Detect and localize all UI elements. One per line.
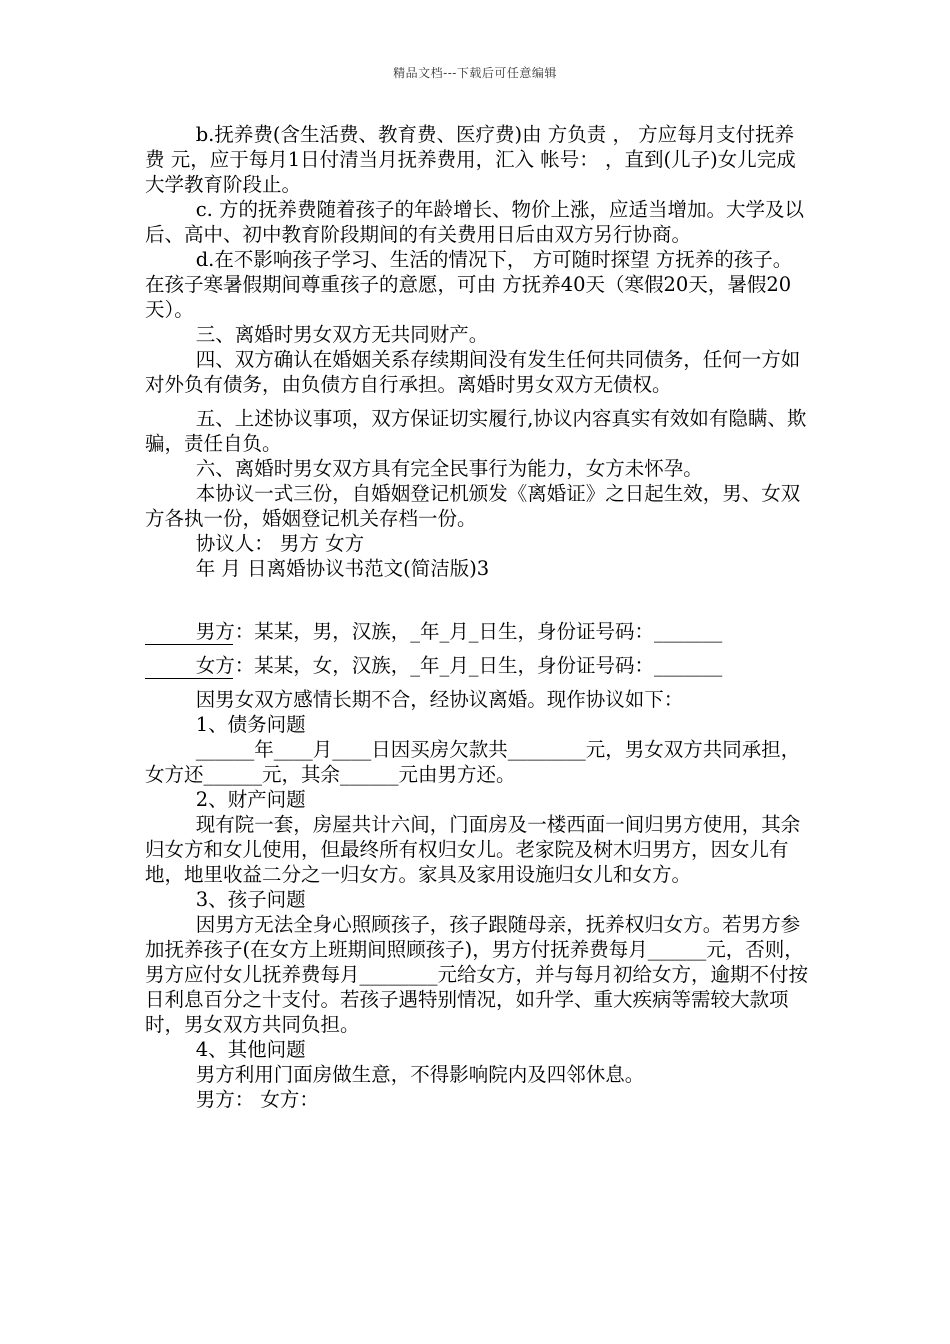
- paragraph-signature-line: 男方： 女方：: [195, 1088, 319, 1111]
- document-body: [145, 122, 810, 1112]
- paragraph-signatories: 协议人： 男方 女方: [195, 532, 365, 555]
- paragraph-intro: 因男女双方感情长期不合，经协议离婚。现作协议如下：: [195, 688, 684, 711]
- heading-property-issue: 2、财产问题: [195, 788, 306, 811]
- paragraph-child-details: 因男方无法全身心照顾孩子，孩子跟随母亲，抚养权归女方。若男方参加抚养孩子(在女方上班期间照顾孩子)，男方付抚养费每月______元，否则，男方应付女儿抚养费每月________元给女方，并与每月初给女方，逾期不付按日利息百分之十支付。若孩子遇特别情况，如升学、重大疾病等需较大款项时，男女双方共同负担。: [145, 913, 809, 1036]
- paragraph-debts: 四、双方确认在婚姻关系存续期间没有发生任何共同债务，任何一方如对外负有债务，由负债方自行承担。离婚时男女双方无债权。: [145, 348, 801, 396]
- paragraph-visitation: d.在不影响孩子学习、生活的情况下， 方可随时探望 方抚养的孩子。在孩子寒暑假期间尊重孩子的意愿，可由 方抚养40天（寒假20天，暑假20天）。: [145, 248, 793, 321]
- paragraph-wife-info: 女方：某某，女，汉族，_年_月_日生，身份证号码：_______: [195, 654, 723, 677]
- paragraph-husband-info: 男方：某某，男，汉族，_年_月_日生，身份证号码：_______: [195, 620, 723, 643]
- page-header: 精品文档---下载后可任意编辑: [393, 66, 557, 80]
- heading-debt-issue: 1、债务问题: [195, 713, 306, 736]
- paragraph-support-increase: c. 方的抚养费随着孩子的年龄增长、物价上涨，应适当增加。大学及以后、高中、初中教育阶段期间的有关费用日后由双方另行协商。: [145, 198, 805, 246]
- paragraph-child-support: b.抚养费(含生活费、教育费、医疗费)由 方负责 ， 方应每月支付抚养费 元，应于每月1日付清当月抚养费用，汇入 帐号： ，直到(儿子)女儿完成大学教育阶段止。: [145, 123, 796, 196]
- paragraph-copies: 本协议一式三份，自婚姻登记机颁发《离婚证》之日起生效，男、女双方各执一份，婚姻登记机关存档一份。: [145, 482, 801, 530]
- heading-other-issue: 4、其他问题: [195, 1038, 306, 1061]
- paragraph-capacity: 六、离婚时男女双方具有完全民事行为能力，女方未怀孕。: [195, 457, 703, 480]
- heading-child-issue: 3、孩子问题: [195, 888, 306, 911]
- section-title-template-3: 年 月 日离婚协议书范文(简洁版)3: [195, 557, 490, 580]
- paragraph-other-details: 男方利用门面房做生意，不得影响院内及四邻休息。: [195, 1063, 645, 1086]
- blank-line-husband-id: [145, 644, 233, 645]
- paragraph-debt-details: ______年____月____日因买房欠款共________元，男女双方共同承担，女方还______元，其余______元由男方还。: [145, 738, 801, 786]
- paragraph-property-details: 现有院一套，房屋共计六间，门面房及一楼西面一间归男方使用，其余归女方和女儿使用，但最终所有权归女儿。老家院及树木归男方，因女儿有地，地里收益二分之一归女方。家具及家用设施归女儿和女方。: [145, 813, 801, 886]
- blank-line-wife-id: [145, 678, 233, 679]
- paragraph-no-common-property: 三、离婚时男女双方无共同财产。: [195, 323, 489, 346]
- paragraph-guarantee: 五、上述协议事项，双方保证切实履行,协议内容真实有效如有隐瞒、欺骗，责任自负。: [145, 407, 807, 455]
